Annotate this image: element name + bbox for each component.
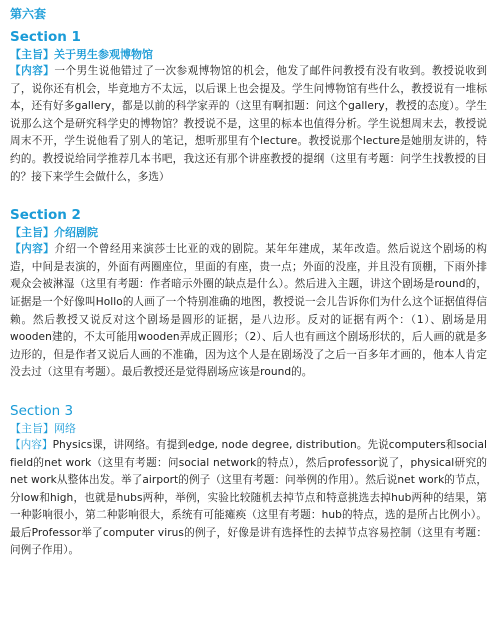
theme-tag: 【主旨】 xyxy=(10,421,54,435)
content-tag: 【内容】 xyxy=(10,243,55,256)
section-theme xyxy=(10,224,487,241)
content-tag: 【内容】 xyxy=(10,65,55,77)
section-1 xyxy=(10,28,487,186)
content-text: 一个男生说他错过了一次参观博物馆的机会，他发了邮件问教授有没有收到。教授说收到了，说你还有机会，毕竟地方不太远，以后课上也会提及。学生问博物馆有些什么，教授说有一堆标本，还有好多gallery，都是以前的科学家弄的（这里有啊扣题：问这个gallery，教授的态度）。学生说那么这个是研究科学史的博物馆？教授说不是，这里的标本也值得分析。学生说想周末去，教授说周末不开，学生说他看了别人的笔记，想听那里有个lecture。教授说那个lecture是她朋友讲的，特约的。教授说给同学推荐几本书吧，我这还有那个讲座教授的提纲（这里有考题：问学生找教授的目的？接下来学生会做什么，多选） xyxy=(10,65,487,183)
section-title: Section 1 xyxy=(10,29,81,45)
content-tag: 【内容】 xyxy=(10,438,53,451)
content-text: Physics课，讲网络。有提到edge, node degree, distribution。先说computers和social field的net work（这里有考题：问social network的特点），然后professor说了，physical研究的net work从整体出发。举了airport的例子（这里有考题：问举例的作用）。然后说net work的节点，分low和high，也就是hubs两种，举例，实验比较随机去掉节点和特意挑选去掉hub两种的结果，第一种影响很小，第二种影响很大，系统有可能瘫痪（这里有考题：hub的特点，选的是所占比例小）。最后Professor举了computer virus的例子，好像是讲有选择性的去掉节点容易控制（这里有考题：问例子作用）。 xyxy=(10,438,488,557)
section-content xyxy=(10,437,487,560)
theme-tag: 【主旨】 xyxy=(10,226,54,240)
theme-text: 网络 xyxy=(54,421,76,435)
theme-text: 介绍剧院 xyxy=(54,226,98,240)
section-title: Section 2 xyxy=(10,207,81,224)
section-3 xyxy=(10,402,487,560)
section-content xyxy=(10,63,487,186)
set-title: 第六套 xyxy=(10,7,47,21)
section-2 xyxy=(10,206,487,382)
theme-tag: 【主旨】 xyxy=(10,48,54,61)
content-text: 介绍一个曾经用来演莎士比亚的戏的剧院。某年年建成，某年改造。然后说这个剧场的构造，中间是表演的，外面有两圈座位，里面的有座，贵一点；外面的没座，并且没有顶棚，下雨外排观众会被淋湿（这里有考题：作者暗示外圈的缺点是什么）。然后进入主题，讲这个剧场是round的，证据是一个好像叫Hollo的人画了一个特别准确的地图，教授说一会儿告诉你们为什么这个证据值得信赖。然后教授又说反对这个剧场是圆形的证据，是八边形。反对的证据有两个：（1）、剧场是用wooden建的，不太可能用wooden弄成正圆形；（2）、后人也有画这个剧场形状的，后人画的就是多边形的，但是作者又说后人画的不准确，因为这个人是在剧场没了之后一百多年才画的，他本人肯定没去过（这里有考题）。最后教授还是觉得剧场应该是round的。 xyxy=(10,243,487,379)
section-content xyxy=(10,241,487,382)
section-title: Section 3 xyxy=(10,402,74,419)
theme-text: 关于男生参观博物馆 xyxy=(54,48,153,61)
section-theme xyxy=(10,46,487,63)
section-theme xyxy=(10,420,487,437)
